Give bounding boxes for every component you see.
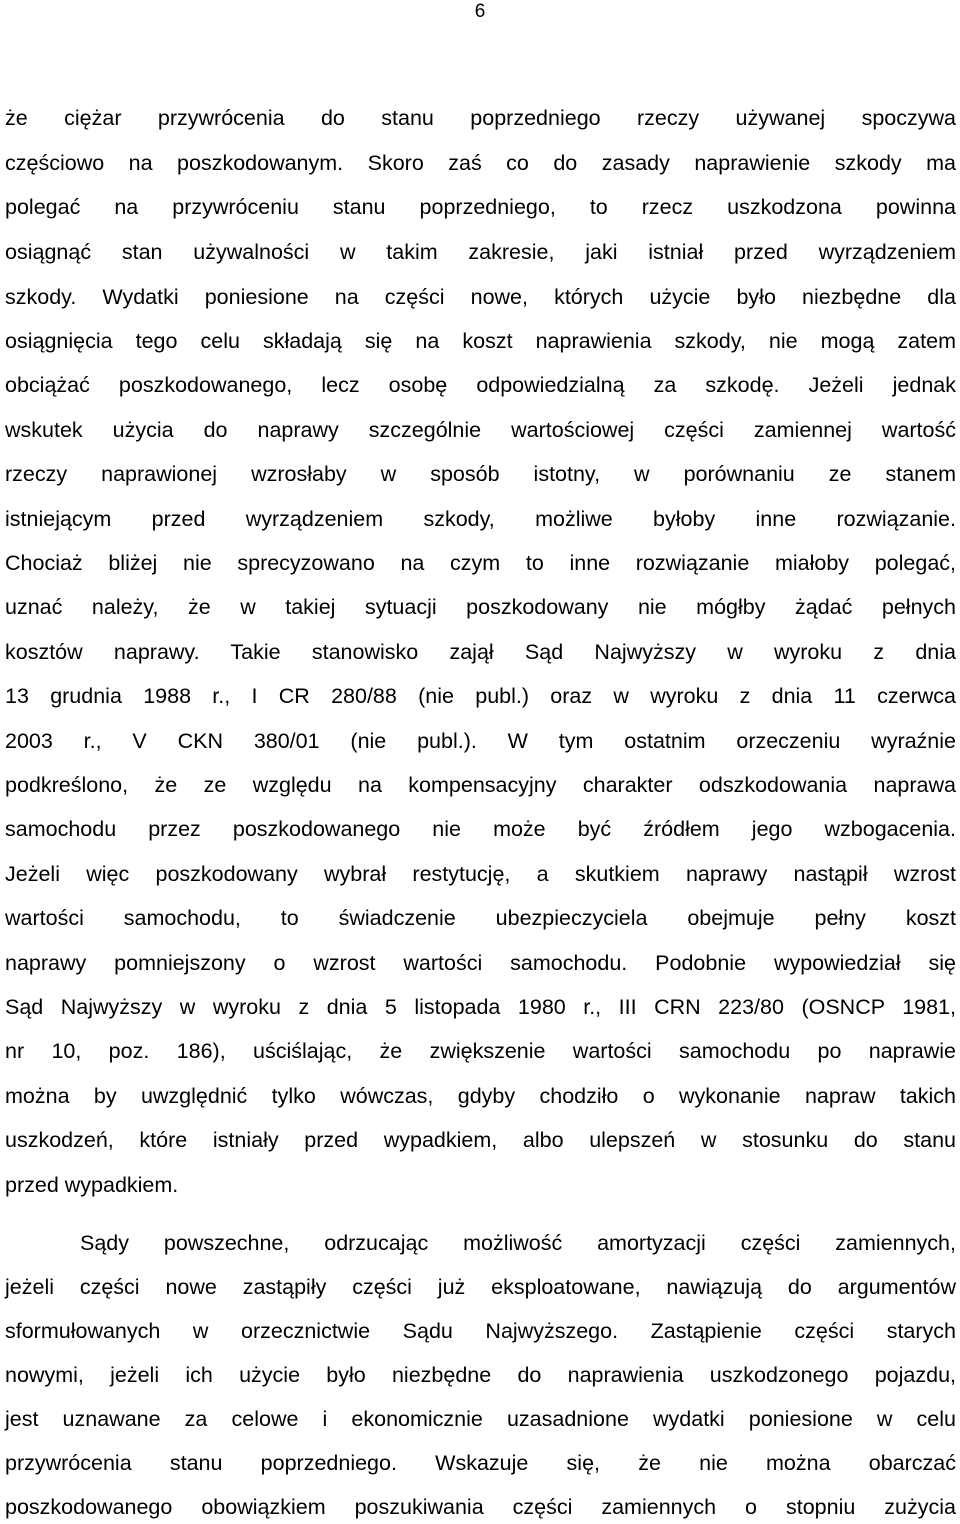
text-line: wskutek użycia do naprawy szczególnie wartościowej części zamiennej wartość — [5, 418, 956, 442]
text-line: częściowo na poszkodowanym. Skoro zaś co do zasady naprawienie szkody ma — [5, 151, 956, 175]
text-line: uznać należy, że w takiej sytuacji poszkodowany nie mógłby żądać pełnych — [5, 595, 956, 619]
text-line: uszkodzeń, które istniały przed wypadkiem, albo ulepszeń w stosunku do stanu — [5, 1128, 956, 1152]
text-line: nowymi, jeżeli ich użycie było niezbędne do naprawienia uszkodzonego pojazdu, — [5, 1363, 956, 1387]
text-line: samochodu przez poszkodowanego nie może być źródłem jego wzbogacenia. — [5, 817, 956, 841]
text-line: 2003 r., V CKN 380/01 (nie publ.). W tym ostatnim orzeczeniu wyraźnie — [5, 729, 956, 753]
text-line: naprawy pomniejszony o wzrost wartości samochodu. Podobnie wypowiedział się — [5, 951, 956, 975]
text-line: rzeczy naprawionej wzrosłaby w sposób istotny, w porównaniu ze stanem — [5, 462, 956, 486]
text-line: istniejącym przed wyrządzeniem szkody, możliwe byłoby inne rozwiązanie. — [5, 507, 956, 531]
text-line: kosztów naprawy. Takie stanowisko zajął Sąd Najwyższy w wyroku z dnia — [5, 640, 956, 664]
text-line: obciążać poszkodowanego, lecz osobę odpowiedzialną za szkodę. Jeżeli jednak — [5, 373, 956, 397]
text-line: Jeżeli więc poszkodowany wybrał restytucję, a skutkiem naprawy nastąpił wzrost — [5, 862, 956, 886]
text-line: szkody. Wydatki poniesione na części nowe, których użycie było niezbędne dla — [5, 285, 956, 309]
text-line: poszkodowanego obowiązkiem poszukiwania części zamiennych o stopniu zużycia — [5, 1495, 956, 1519]
text-line: nr 10, poz. 186), uściślając, że zwiększenie wartości samochodu po naprawie — [5, 1039, 956, 1063]
text-line: podkreślono, że ze względu na kompensacyjny charakter odszkodowania naprawa — [5, 773, 956, 797]
text-line: 13 grudnia 1988 r., I CR 280/88 (nie publ.) oraz w wyroku z dnia 11 czerwca — [5, 684, 956, 708]
text-line: że ciężar przywrócenia do stanu poprzedniego rzeczy używanej spoczywa — [5, 106, 956, 130]
text-line: przed wypadkiem. — [5, 1173, 179, 1197]
text-line: polegać na przywróceniu stanu poprzedniego, to rzecz uszkodzona powinna — [5, 195, 956, 219]
text-line: wartości samochodu, to świadczenie ubezpieczyciela obejmuje pełny koszt — [5, 906, 956, 930]
text-line: Sąd Najwyższy w wyroku z dnia 5 listopada 1980 r., III CRN 223/80 (OSNCP 1981, — [5, 995, 956, 1019]
text-line: Sądy powszechne, odrzucając możliwość amortyzacji części zamiennych, — [80, 1231, 956, 1255]
page-number: 6 — [474, 1, 486, 22]
text-line: sformułowanych w orzecznictwie Sądu Najwyższego. Zastąpienie części starych — [5, 1319, 956, 1343]
text-line: przywrócenia stanu poprzedniego. Wskazuje się, że nie można obarczać — [5, 1451, 956, 1475]
text-line: osiągnięcia tego celu składają się na koszt naprawienia szkody, nie mogą zatem — [5, 329, 956, 353]
text-line: osiągnąć stan używalności w takim zakresie, jaki istniał przed wyrządzeniem — [5, 240, 956, 264]
text-line: jest uznawane za celowe i ekonomicznie uzasadnione wydatki poniesione w celu — [5, 1407, 956, 1431]
text-line: można by uwzględnić tylko wówczas, gdyby chodziło o wykonanie napraw takich — [5, 1084, 956, 1108]
text-line: jeżeli części nowe zastąpiły części już eksploatowane, nawiązują do argumentów — [5, 1275, 956, 1299]
text-line: Chociaż bliżej nie sprecyzowano na czym to inne rozwiązanie miałoby polegać, — [5, 551, 956, 575]
